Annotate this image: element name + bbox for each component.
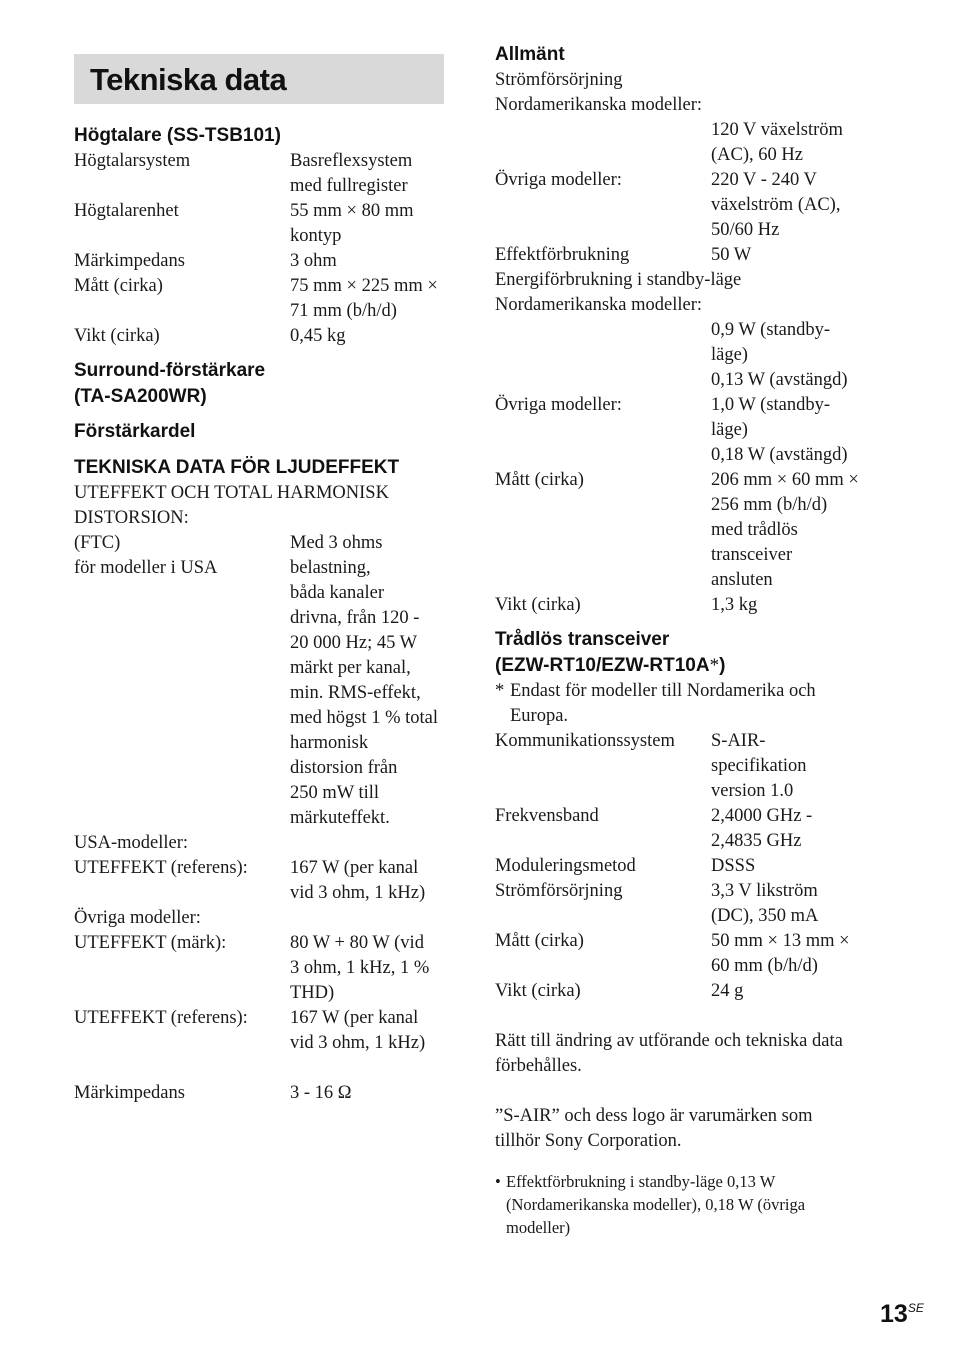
dimensions-value: [711, 468, 867, 593]
wireless-spec-label: Mått (cirka): [495, 931, 584, 951]
weight-value: 1,3 kg: [711, 595, 758, 615]
other-output-ref-line: 167 W (per kanal: [290, 1008, 419, 1028]
title-banner: [74, 54, 444, 104]
other-power-row: [495, 168, 867, 243]
other-output-ref-value: [290, 1006, 446, 1056]
notice-change-rights-line: Rätt till ändring av utförande och tekniska data: [495, 1031, 843, 1051]
speaker-spec-label: Märkimpedans: [74, 251, 185, 271]
speaker-spec-label: Högtalarenhet: [74, 201, 179, 221]
other-output-rated-line: THD): [290, 983, 335, 1003]
other-standby-line: 1,0 W (standby-: [711, 395, 831, 415]
other-standby-value: [711, 393, 867, 468]
dimensions-label: Mått (cirka): [495, 470, 584, 490]
wireless-spec-value: [711, 854, 867, 879]
speaker-spec-value-line: med fullregister: [290, 176, 408, 196]
usa-output-value: [290, 856, 446, 906]
wireless-spec-value: [711, 929, 867, 979]
wireless-spec-value-line: version 1.0: [711, 781, 794, 801]
speaker-spec-value: [290, 324, 446, 349]
general-heading: Allmänt: [495, 44, 565, 65]
speaker-spec-value-line: 75 mm × 225 mm ×: [290, 276, 438, 296]
speaker-spec-row: [74, 149, 446, 199]
amp-heading-line-1: Surround-förstärkare: [74, 360, 266, 381]
audio-spec-line-1: UTEFFEKT OCH TOTAL HARMONISK: [74, 483, 389, 503]
speaker-spec-value-line: 3 ohm: [290, 251, 337, 271]
standby-heading: Energiförbrukning i standby-läge: [495, 270, 742, 290]
ftc-row: [74, 531, 446, 831]
ftc-value-line: båda kanaler: [290, 583, 384, 603]
amp-subheading: Förstärkardel: [74, 421, 196, 442]
na-standby-line: 0,13 W (avstängd): [711, 370, 848, 390]
speaker-spec-row: [74, 249, 446, 274]
page-number-suffix: SE: [907, 1301, 924, 1315]
other-power-label: Övriga modeller:: [495, 170, 622, 190]
wireless-spec-value: [711, 729, 867, 804]
wireless-spec-value-line: 2,4000 GHz -: [711, 806, 813, 826]
wireless-heading-line-2: [495, 653, 867, 679]
speaker-spec-label: Mått (cirka): [74, 276, 163, 296]
other-standby-line: läge): [711, 420, 748, 440]
ftc-value-line: drivna, från 120 -: [290, 608, 420, 628]
wireless-spec-value-line: 3,3 V likström: [711, 881, 818, 901]
speaker-spec-value-line: 0,45 kg: [290, 326, 346, 346]
dimensions-row: [495, 468, 867, 593]
other-power-line: 220 V - 240 V: [711, 170, 817, 190]
footnote: [495, 679, 867, 729]
na-power-value: [495, 118, 867, 168]
other-output-ref-label: UTEFFEKT (referens):: [74, 1008, 248, 1028]
wireless-spec-label: Moduleringsmetod: [495, 856, 636, 876]
ftc-value-line: distorsion från: [290, 758, 398, 778]
usa-output-label: UTEFFEKT (referens):: [74, 858, 248, 878]
speaker-spec-list: [74, 149, 446, 349]
wireless-spec-value: [711, 879, 867, 929]
impedance-row: [74, 1081, 446, 1106]
speaker-spec-value-line: 55 mm × 80 mm: [290, 201, 414, 221]
consumption-row: [495, 243, 867, 268]
wireless-heading-model: (EZW-RT10/EZW-RT10A: [495, 655, 710, 676]
other-output-rated-label: UTEFFEKT (märk):: [74, 933, 227, 953]
wireless-heading-line-1: Trådlös transceiver: [495, 629, 670, 650]
other-output-ref-row: [74, 1006, 446, 1056]
wireless-spec-value-line: DSSS: [711, 856, 756, 876]
ftc-value-line: märkt per kanal,: [290, 658, 411, 678]
consumption-value: 50 W: [711, 245, 752, 265]
audio-spec-heading: TEKNISKA DATA FÖR LJUDEFFEKT: [74, 457, 400, 478]
dimensions-line: transceiver: [711, 545, 793, 565]
ftc-label-usa: för modeller i USA: [74, 558, 218, 578]
usa-models-label: USA-modeller:: [74, 833, 189, 853]
notice-trademark-line: ”S-AIR” och dess logo är varumärken som: [495, 1106, 813, 1126]
na-standby-line: läge): [711, 345, 748, 365]
wireless-spec-value-line: 2,4835 GHz: [711, 831, 802, 851]
wireless-spec-value-line: 60 mm (b/h/d): [711, 956, 818, 976]
ftc-value-line: med högst 1 % total: [290, 708, 438, 728]
amp-heading-line-2: (TA-SA200WR): [74, 386, 207, 407]
speaker-spec-value-line: 71 mm (b/h/d): [290, 301, 397, 321]
impedance-value: 3 - 16 Ω: [290, 1083, 352, 1103]
wireless-spec-row: [495, 729, 867, 804]
usa-output-line: vid 3 ohm, 1 kHz): [290, 883, 426, 903]
wireless-spec-value: [711, 979, 867, 1004]
wireless-spec-label: Frekvensband: [495, 806, 599, 826]
dimensions-line: ansluten: [711, 570, 773, 590]
usa-output-line: 167 W (per kanal: [290, 858, 419, 878]
wireless-spec-value-line: specifikation: [711, 756, 807, 776]
other-power-line: 50/60 Hz: [711, 220, 780, 240]
other-standby-row: [495, 393, 867, 468]
footnote-line: Europa.: [510, 706, 569, 726]
footnote-marker: *: [495, 681, 505, 701]
na-power-line: (AC), 60 Hz: [711, 145, 803, 165]
na-standby-line: 0,9 W (standby-: [711, 320, 831, 340]
footnote-line: Endast för modeller till Nordamerika och: [510, 681, 816, 701]
consumption-label: Effektförbrukning: [495, 245, 630, 265]
notice-change-rights: [495, 1029, 867, 1079]
dimensions-line: med trådlös: [711, 520, 798, 540]
footnote-text: [510, 679, 816, 729]
bullet-text: [506, 1170, 805, 1239]
ftc-value-line: 250 mW till: [290, 783, 380, 803]
speaker-spec-label: Högtalarsystem: [74, 151, 191, 171]
wireless-spec-row: [495, 879, 867, 929]
ftc-value-line: belastning,: [290, 558, 371, 578]
other-output-ref-line: vid 3 ohm, 1 kHz): [290, 1033, 426, 1053]
other-output-rated-line: 3 ohm, 1 kHz, 1 %: [290, 958, 430, 978]
page-title: Tekniska data: [90, 62, 287, 97]
na-standby-value: [495, 318, 867, 393]
wireless-spec-value-line: (DC), 350 mA: [711, 906, 819, 926]
audio-spec-line-2: DISTORSION:: [74, 508, 189, 528]
other-standby-line: 0,18 W (avstängd): [711, 445, 848, 465]
na-models-label-2: Nordamerikanska modeller:: [495, 295, 703, 315]
wireless-heading-asterisk: *: [709, 655, 720, 676]
impedance-label: Märkimpedans: [74, 1083, 185, 1103]
wireless-spec-label: Strömförsörjning: [495, 881, 623, 901]
left-column: [74, 123, 446, 1106]
wireless-spec-row: [495, 979, 867, 1004]
speaker-spec-row: [74, 324, 446, 349]
notice-change-rights-line: förbehålles.: [495, 1056, 582, 1076]
other-output-rated-value: [290, 931, 446, 1006]
na-power-line: 120 V växelström: [711, 120, 843, 140]
speaker-spec-row: [74, 274, 446, 324]
ftc-label: (FTC): [74, 533, 121, 553]
wireless-spec-label: Vikt (cirka): [495, 981, 581, 1001]
ftc-value-line: 20 000 Hz; 45 W: [290, 633, 418, 653]
page-number: [880, 1300, 924, 1329]
other-output-rated-line: 80 W + 80 W (vid: [290, 933, 424, 953]
wireless-heading-close: ): [719, 655, 726, 676]
speaker-spec-row: [74, 199, 446, 249]
speaker-spec-value: [290, 149, 446, 199]
power-supply-label: Strömförsörjning: [495, 70, 623, 90]
ftc-value: [290, 531, 446, 831]
speaker-spec-value: [290, 249, 446, 274]
ftc-value-line: min. RMS-effekt,: [290, 683, 421, 703]
na-models-label: Nordamerikanska modeller:: [495, 95, 703, 115]
speaker-spec-label: Vikt (cirka): [74, 326, 160, 346]
other-models-label: Övriga modeller:: [74, 908, 201, 928]
bullet-marker: •: [495, 1172, 501, 1191]
notice-trademark-line: tillhör Sony Corporation.: [495, 1131, 682, 1151]
speaker-spec-value: [290, 274, 446, 324]
ftc-value-line: Med 3 ohms: [290, 533, 383, 553]
bullet-note-line: modeller): [506, 1218, 571, 1237]
wireless-spec-value-line: S-AIR-: [711, 731, 766, 751]
notice-trademark: [495, 1104, 867, 1154]
bullet-note-line: (Nordamerikanska modeller), 0,18 W (övriga: [506, 1195, 806, 1214]
other-power-line: växelström (AC),: [711, 195, 841, 215]
wireless-spec-row: [495, 929, 867, 979]
bullet-note: [495, 1170, 867, 1239]
wireless-spec-value-line: 24 g: [711, 981, 744, 1001]
right-column: [495, 42, 867, 1239]
weight-label: Vikt (cirka): [495, 595, 581, 615]
other-power-value: [711, 168, 867, 243]
page-number-value: 13: [880, 1300, 908, 1328]
wireless-spec-label: Kommunikationssystem: [495, 731, 675, 751]
other-standby-label: Övriga modeller:: [495, 395, 622, 415]
wireless-spec-value-line: 50 mm × 13 mm ×: [711, 931, 850, 951]
wireless-spec-value: [711, 804, 867, 854]
speaker-spec-value-line: kontyp: [290, 226, 342, 246]
wireless-spec-row: [495, 804, 867, 854]
speaker-spec-value: [290, 199, 446, 249]
other-output-rated-row: [74, 931, 446, 1006]
speaker-heading: Högtalare (SS-TSB101): [74, 125, 281, 146]
ftc-value-line: harmonisk: [290, 733, 369, 753]
dimensions-line: 256 mm (b/h/d): [711, 495, 828, 515]
ftc-value-line: märkuteffekt.: [290, 808, 390, 828]
usa-output-row: [74, 856, 446, 906]
wireless-spec-list: [495, 729, 867, 1004]
weight-row: [495, 593, 867, 618]
speaker-spec-value-line: Basreflexsystem: [290, 151, 413, 171]
wireless-spec-row: [495, 854, 867, 879]
bullet-note-line: Effektförbrukning i standby-läge 0,13 W: [506, 1172, 776, 1191]
dimensions-line: 206 mm × 60 mm ×: [711, 470, 859, 490]
